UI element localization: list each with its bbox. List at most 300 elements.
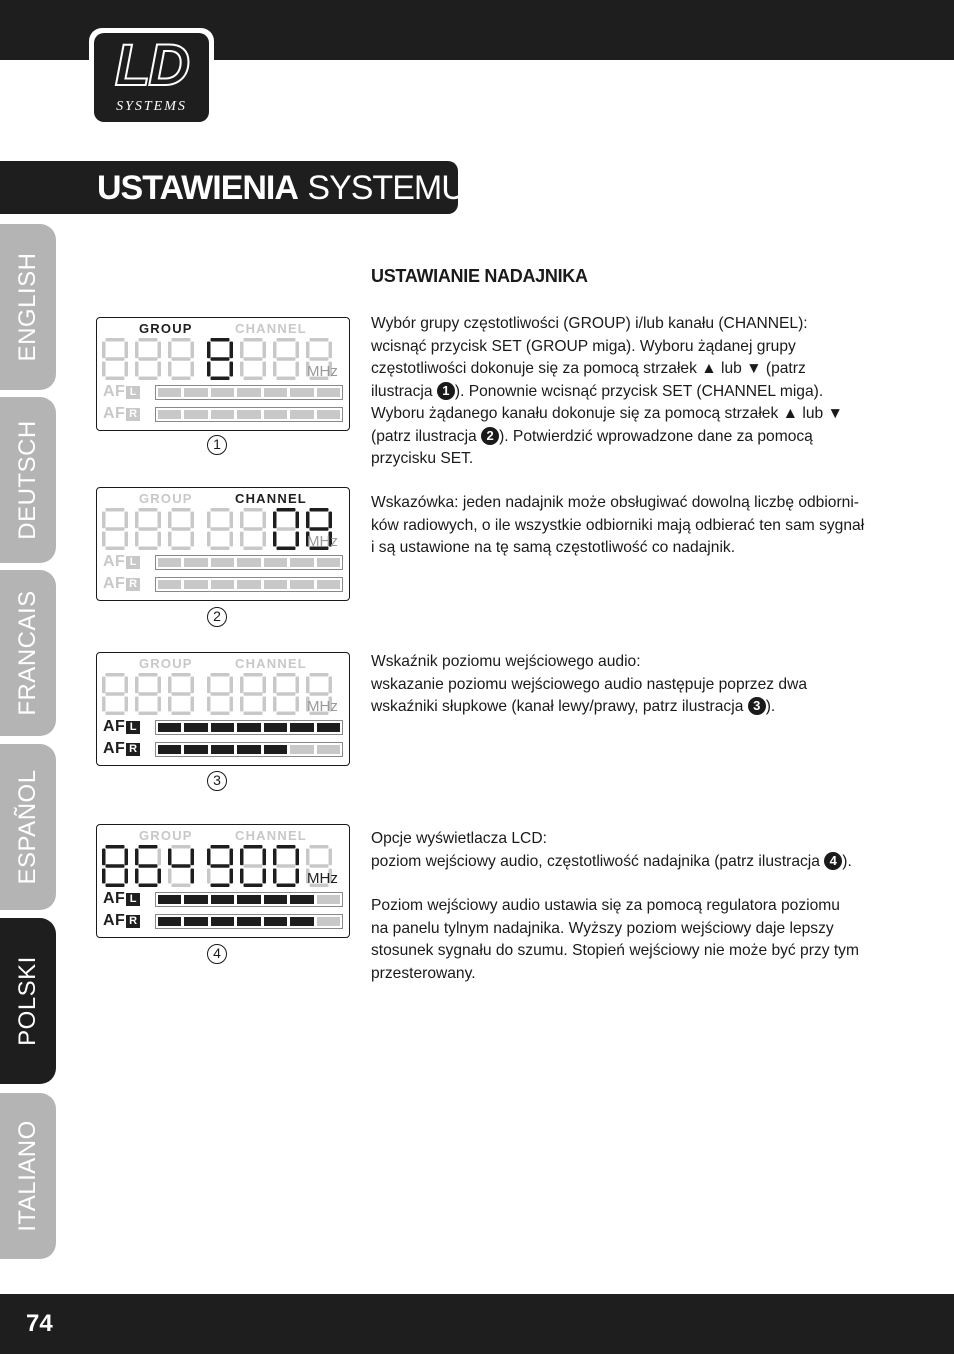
segment-e (135, 696, 139, 711)
lcd-digits (101, 845, 311, 891)
segment-c (191, 531, 195, 546)
segment-g (172, 692, 191, 696)
level-segment (290, 580, 313, 589)
level-segment (317, 410, 340, 419)
figure-number-4: 4 (207, 944, 227, 964)
segment-b (230, 677, 234, 694)
segment-b (263, 849, 267, 866)
segment-b (296, 512, 300, 529)
lcd-channel-label: CHANNEL (235, 321, 307, 336)
text-line (371, 696, 861, 719)
level-segment (237, 580, 260, 589)
segment-d (244, 712, 263, 716)
segment-a (211, 508, 230, 512)
segment-g (244, 357, 263, 361)
segment-a (310, 845, 329, 849)
level-segment (158, 895, 181, 904)
segment-a (244, 673, 263, 677)
segment-g (139, 527, 158, 531)
lcd-channel-indicator: R (126, 915, 140, 928)
level-segment (184, 388, 207, 397)
lcd-af-r-label: AF R (103, 405, 140, 423)
segment-a (211, 673, 230, 677)
segment-c (263, 696, 267, 711)
segment-b (125, 512, 129, 529)
segment-e (207, 868, 211, 883)
lcd-digit (101, 673, 129, 715)
segment-d (277, 884, 296, 888)
segment-f (168, 512, 172, 529)
segment-a (172, 845, 191, 849)
lcd-figure-4 (96, 824, 350, 938)
segment-a (310, 338, 329, 342)
segment-a (277, 508, 296, 512)
level-segment (317, 558, 340, 567)
segment-d (139, 884, 158, 888)
lcd-mhz-label: MHz (307, 363, 338, 380)
lcd-af-r-label: AF R (103, 575, 140, 593)
segment-b (158, 849, 162, 866)
segment-c (230, 361, 234, 376)
lcd-digit (206, 845, 234, 887)
lcd-level-bar-r (155, 914, 343, 929)
segment-d (211, 712, 230, 716)
lcd-digit (101, 845, 129, 887)
text-line (371, 381, 861, 404)
segment-b (263, 342, 267, 359)
figure-number-3: 3 (207, 771, 227, 791)
text-fragment: ilustracja (371, 382, 433, 400)
segment-c (158, 868, 162, 883)
page-title (97, 166, 473, 210)
lcd-digit (167, 338, 195, 380)
segment-f (240, 849, 244, 866)
segment-f (240, 512, 244, 529)
segment-g (277, 527, 296, 531)
segment-e (273, 868, 277, 883)
level-segment (290, 410, 313, 419)
segment-e (240, 361, 244, 376)
lcd-digits (101, 508, 311, 554)
segment-c (296, 531, 300, 546)
level-segment (158, 388, 181, 397)
segment-a (106, 845, 125, 849)
tab-deutsch[interactable] (0, 397, 56, 563)
level-segment (237, 388, 260, 397)
level-segment (264, 723, 287, 732)
segment-b (158, 677, 162, 694)
lcd-digit (272, 845, 300, 887)
level-segment (211, 388, 234, 397)
segment-c (263, 361, 267, 376)
segment-f (273, 342, 277, 359)
lcd-af-l-label: AF L (103, 890, 140, 908)
segment-e (168, 868, 172, 883)
segment-a (139, 338, 158, 342)
lcd-level-bar-l (155, 892, 343, 907)
segment-g (172, 527, 191, 531)
segment-d (139, 712, 158, 716)
segment-b (329, 342, 333, 359)
figure-ref-badge: 4 (824, 852, 842, 870)
segment-d (106, 377, 125, 381)
segment-a (172, 508, 191, 512)
segment-e (102, 531, 106, 546)
segment-d (244, 377, 263, 381)
segment-d (277, 377, 296, 381)
figure-ref-badge: 3 (748, 697, 766, 715)
segment-c (296, 361, 300, 376)
tab-francais-label: FRANCAIS (14, 590, 41, 716)
level-segment (264, 895, 287, 904)
segment-e (273, 361, 277, 376)
lcd-figure-1 (96, 317, 350, 431)
segment-b (191, 342, 195, 359)
lcd-digit (272, 338, 300, 380)
segment-c (191, 361, 195, 376)
lcd-channel-indicator: R (126, 743, 140, 756)
text-fragment: poziom wejściowy audio, częstotliwość nadajnika (patrz ilustracja (371, 852, 820, 870)
segment-f (306, 342, 310, 359)
segment-c (230, 868, 234, 883)
segment-g (172, 864, 191, 868)
segment-d (244, 547, 263, 551)
paragraph-lcd-options (371, 828, 861, 873)
level-segment (317, 388, 340, 397)
segment-c (125, 696, 129, 711)
lcd-af-r-label: AF R (103, 740, 140, 758)
segment-f (102, 677, 106, 694)
segment-e (135, 531, 139, 546)
lcd-digit (167, 673, 195, 715)
segment-c (125, 531, 129, 546)
segment-b (263, 512, 267, 529)
level-segment (317, 917, 340, 926)
segment-g (139, 357, 158, 361)
segment-a (106, 673, 125, 677)
lcd-digit (134, 845, 162, 887)
segment-g (106, 864, 125, 868)
lcd-channel-indicator: R (126, 578, 140, 591)
segment-b (125, 677, 129, 694)
figure-number-2: 2 (207, 607, 227, 627)
logo-systems-text: SYSTEMS (116, 99, 187, 114)
level-segment (211, 895, 234, 904)
figure-number-1: 1 (207, 435, 227, 455)
level-segment (211, 580, 234, 589)
level-segment (317, 580, 340, 589)
segment-a (277, 673, 296, 677)
lcd-digit (101, 508, 129, 550)
level-segment (184, 895, 207, 904)
text-fragment: wskaźniki słupkowe (kanał lewy/prawy, patrz ilustracja (371, 698, 744, 715)
page-title-light: SYSTEMU: (307, 169, 474, 207)
segment-e (207, 696, 211, 711)
segment-d (139, 547, 158, 551)
segment-a (244, 845, 263, 849)
lcd-digit (206, 338, 234, 380)
level-segment (290, 745, 313, 754)
text-line: stosunek sygnału do szumu. Stopień wejściowy nie może być przy tym (371, 942, 859, 959)
text-line: na panelu tylnym nadajnika. Wyższy poziom wejściowy daje lepszy (371, 919, 834, 937)
text-fragment: (patrz ilustracja (371, 427, 477, 445)
text-line: Opcje wyświetlacza LCD: (371, 830, 547, 847)
tab-italiano[interactable] (0, 1093, 56, 1259)
segment-f (168, 342, 172, 359)
segment-f (168, 849, 172, 866)
segment-b (263, 677, 267, 694)
segment-b (296, 342, 300, 359)
level-segment (237, 895, 260, 904)
segment-c (230, 696, 234, 711)
lcd-af-l-label: AF L (103, 383, 140, 401)
level-segment (158, 410, 181, 419)
lcd-level-bar-l (155, 555, 343, 570)
tab-deutsch-label: DEUTSCH (14, 420, 41, 540)
segment-e (273, 696, 277, 711)
paragraph-group-channel (371, 313, 861, 471)
segment-g (310, 864, 329, 868)
segment-d (106, 884, 125, 888)
segment-c (158, 361, 162, 376)
lcd-digit (167, 845, 195, 887)
segment-c (158, 696, 162, 711)
segment-f (102, 512, 106, 529)
segment-g (211, 527, 230, 531)
figure-ref-badge: 1 (437, 382, 455, 400)
lcd-channel-indicator: L (126, 386, 140, 399)
segment-e (240, 696, 244, 711)
segment-g (139, 864, 158, 868)
segment-d (172, 377, 191, 381)
tab-polski-label: POLSKI (14, 956, 41, 1046)
segment-e (240, 868, 244, 883)
level-segment (184, 410, 207, 419)
segment-d (277, 547, 296, 551)
segment-c (263, 868, 267, 883)
segment-g (244, 864, 263, 868)
segment-b (329, 849, 333, 866)
level-segment (290, 723, 313, 732)
text-line: przycisku SET. (371, 450, 474, 467)
level-segment (158, 580, 181, 589)
segment-c (125, 868, 129, 883)
lcd-af-l-label: AF L (103, 718, 140, 736)
lcd-digits (101, 338, 311, 384)
level-segment (264, 745, 287, 754)
level-segment (264, 410, 287, 419)
lcd-digits (101, 673, 311, 719)
tab-espanol-label: ESPAÑOL (14, 769, 41, 885)
text-fragment: ). Ponownie wcisnąć przycisk SET (CHANNEL miga). (454, 382, 824, 400)
segment-b (158, 512, 162, 529)
text-line: ków radiowych, o ile wszystkie odbiorniki mają odbierać ten sam sygnał (371, 516, 865, 534)
segment-e (102, 696, 106, 711)
segment-a (310, 508, 329, 512)
lcd-channel-label: CHANNEL (235, 491, 307, 506)
level-segment (264, 388, 287, 397)
text-line: Wyboru żądanego kanału dokonuje się za pomocą strzałek ▲ lub ▼ (371, 405, 843, 422)
segment-d (211, 377, 230, 381)
level-segment (290, 558, 313, 567)
segment-f (306, 677, 310, 694)
segment-f (240, 677, 244, 694)
segment-g (244, 692, 263, 696)
level-segment (290, 388, 313, 397)
segment-c (263, 531, 267, 546)
text-line: Wskaźnik poziomu wejściowego audio: (371, 653, 641, 670)
segment-a (244, 508, 263, 512)
segment-f (168, 677, 172, 694)
tab-espanol[interactable] (0, 744, 56, 910)
text-line: Wskazówka: jeden nadajnik może obsługiwać dowolną liczbę odbiorni- (371, 494, 859, 511)
lcd-group-label: GROUP (139, 321, 193, 336)
segment-g (310, 692, 329, 696)
lcd-level-bar-r (155, 577, 343, 592)
paragraph-audio-level (371, 651, 861, 719)
segment-c (191, 868, 195, 883)
segment-a (211, 845, 230, 849)
paragraph-hint (371, 492, 865, 560)
segment-c (296, 696, 300, 711)
text-line: Wybór grupy częstotliwości (GROUP) i/lub kanału (CHANNEL): (371, 315, 808, 332)
tab-english[interactable] (0, 224, 56, 390)
lcd-channel-indicator: L (126, 721, 140, 734)
segment-g (172, 357, 191, 361)
lcd-digit (272, 673, 300, 715)
tab-english-label: ENGLISH (14, 252, 41, 362)
segment-d (106, 712, 125, 716)
lcd-digit (134, 508, 162, 550)
page-title-bold: USTAWIENIA (97, 169, 298, 207)
segment-b (158, 342, 162, 359)
segment-f (273, 512, 277, 529)
lcd-digit (167, 508, 195, 550)
segment-e (135, 868, 139, 883)
segment-f (207, 849, 211, 866)
lcd-channel-indicator: R (126, 408, 140, 421)
segment-a (139, 845, 158, 849)
text-line (371, 426, 861, 449)
segment-b (191, 849, 195, 866)
level-segment (211, 410, 234, 419)
lcd-digit (272, 508, 300, 550)
level-segment (211, 745, 234, 754)
segment-b (230, 342, 234, 359)
level-segment (317, 895, 340, 904)
lcd-level-bar-r (155, 742, 343, 757)
segment-g (310, 527, 329, 531)
tab-francais[interactable] (0, 570, 56, 736)
text-line: wskazanie poziomu wejściowego audio następuje poprzez dwa (371, 675, 808, 693)
segment-a (244, 338, 263, 342)
segment-b (230, 849, 234, 866)
lcd-digit (239, 673, 267, 715)
segment-d (172, 712, 191, 716)
lcd-mhz-label: MHz (307, 698, 338, 715)
segment-f (273, 849, 277, 866)
lcd-af-r-label: AF R (103, 912, 140, 930)
segment-f (207, 512, 211, 529)
level-segment (237, 723, 260, 732)
page-number: 74 (26, 1310, 53, 1337)
segment-a (106, 338, 125, 342)
text-line: wcisnąć przycisk SET (GROUP miga). Wyboru żądanej grupy (371, 337, 796, 355)
segment-d (172, 547, 191, 551)
segment-a (172, 673, 191, 677)
segment-c (191, 696, 195, 711)
lcd-group-label: GROUP (139, 491, 193, 506)
segment-a (211, 338, 230, 342)
lcd-channel-indicator: L (126, 556, 140, 569)
segment-f (135, 342, 139, 359)
segment-a (106, 508, 125, 512)
level-segment (237, 558, 260, 567)
text-line: przesterowany. (371, 964, 476, 982)
segment-a (139, 508, 158, 512)
segment-f (207, 677, 211, 694)
level-segment (264, 917, 287, 926)
level-segment (264, 580, 287, 589)
bottom-bar (0, 1294, 954, 1354)
tab-italiano-label: ITALIANO (14, 1120, 41, 1232)
segment-g (211, 692, 230, 696)
lcd-digit (134, 673, 162, 715)
lcd-level-bar-l (155, 720, 343, 735)
segment-e (102, 361, 106, 376)
segment-e (168, 361, 172, 376)
segment-f (306, 849, 310, 866)
level-segment (184, 558, 207, 567)
segment-e (240, 531, 244, 546)
segment-g (139, 692, 158, 696)
paragraph-input-level (371, 895, 861, 985)
segment-g (106, 527, 125, 531)
lcd-channel-label: CHANNEL (235, 656, 307, 671)
tab-polski[interactable] (0, 918, 56, 1084)
segment-c (125, 361, 129, 376)
text-fragment: ). (765, 698, 776, 715)
segment-c (230, 531, 234, 546)
segment-b (125, 849, 129, 866)
segment-f (135, 512, 139, 529)
level-segment (158, 558, 181, 567)
segment-a (277, 338, 296, 342)
level-segment (184, 745, 207, 754)
segment-a (172, 338, 191, 342)
level-segment (184, 580, 207, 589)
segment-b (125, 342, 129, 359)
segment-b (296, 849, 300, 866)
segment-b (191, 512, 195, 529)
text-line: i są ustawione na tę samą częstotliwość co nadajnik. (371, 539, 736, 556)
segment-e (207, 361, 211, 376)
segment-g (277, 357, 296, 361)
level-segment (264, 558, 287, 567)
lcd-channel-label: CHANNEL (235, 828, 307, 843)
segment-b (191, 677, 195, 694)
level-segment (317, 745, 340, 754)
segment-e (102, 868, 106, 883)
segment-f (273, 677, 277, 694)
segment-g (244, 527, 263, 531)
segment-e (168, 531, 172, 546)
level-segment (211, 917, 234, 926)
lcd-digit (206, 673, 234, 715)
segment-f (306, 512, 310, 529)
text-line: Poziom wejściowy audio ustawia się za pomocą regulatora poziomu (371, 897, 840, 914)
lcd-figure-2 (96, 487, 350, 601)
